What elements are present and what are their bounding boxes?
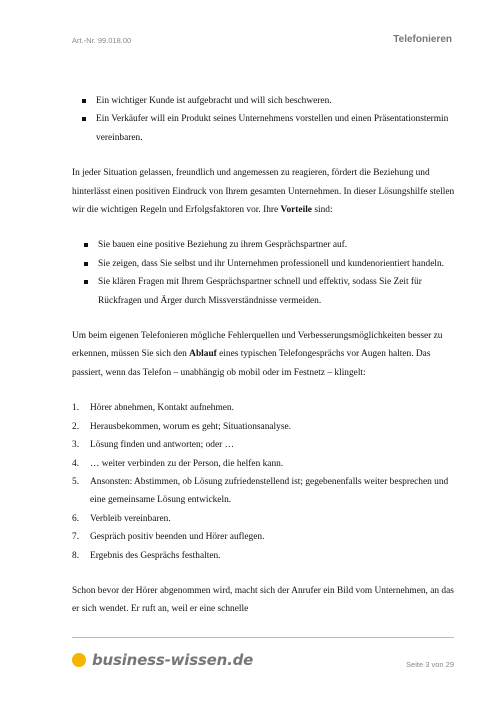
list-item: 8. Ergebnis des Gesprächs festhalten. xyxy=(72,550,221,561)
list-item: 4. … weiter verbinden zu der Person, die helfen kann. xyxy=(72,458,284,469)
brand-logo xyxy=(72,650,253,670)
list-item: Sie bauen eine positive Beziehung zu ihrem Gesprächspartner auf. xyxy=(83,236,457,254)
list-item: Sie zeigen, dass Sie selbst und ihr Unternehmen professionell und kundenorientiert handeln. xyxy=(83,255,457,273)
situation-list xyxy=(81,92,457,147)
list-item: 7. Gespräch positiv beenden und Hörer auflegen. xyxy=(72,532,265,543)
advantages-list xyxy=(83,236,457,310)
document-title: Telefonieren xyxy=(393,34,452,45)
list-item: 1. Hörer abnehmen, Kontakt aufnehmen. xyxy=(72,403,234,414)
intro-paragraph: In jeder Situation gelassen, freundlich und angemessen zu reagieren, fördert die Beziehung und hinterlässt einen positiven Eindruck von Ihrem gesamten Unternehmen. In dieser Lösungshilfe stellen wir die wichtigen Regeln und Erfolgsfaktoren vor. Ihre Vorteile sind: xyxy=(72,168,455,216)
page-number: Seite 3 von 29 xyxy=(406,660,454,669)
process-intro-paragraph: Um beim eigenen Telefonieren mögliche Fehlerquellen und Verbesserungsmöglichkeiten besser zu erkennen, müssen Sie sich den Ablauf eines typischen Telefongesprächs vor Augen halten. Das passiert, wenn das Telefon – unabhängig ob mobil oder im Festnetz – klingelt: xyxy=(72,331,443,378)
page-content xyxy=(72,92,457,619)
bold-term: Vorteile xyxy=(280,205,312,216)
list-item: Sie klären Fragen mit Ihrem Gesprächspartner schnell und effektiv, sodass Sie Zeit für Rückfragen und Ärger durch Missverständnisse vermeiden. xyxy=(83,273,457,310)
list-item: 3. Lösung finden und antworten; oder … xyxy=(72,440,234,451)
bold-term: Ablauf xyxy=(189,349,217,360)
closing-paragraph: Schon bevor der Hörer abgenommen wird, macht sich der Anrufer ein Bild vom Unternehmen, an das er sich wendet. Er ruft an, weil er eine schnelle xyxy=(72,585,454,615)
list-item: 6. Verbleib vereinbaren. xyxy=(72,513,171,524)
steps-list xyxy=(72,399,457,565)
logo-dot-icon xyxy=(72,653,86,667)
page-header xyxy=(72,34,452,48)
logo-text: business-wissen.de xyxy=(92,651,254,669)
list-item: Ein wichtiger Kunde ist aufgebracht und will sich beschweren. xyxy=(81,92,457,110)
article-number: Art.-Nr. 99.018.00 xyxy=(72,36,132,45)
footer-divider xyxy=(72,637,454,638)
list-item: 5. Ansonsten: Abstimmen, ob Lösung zufriedenstellend ist; gegebenenfalls weiter besprechen und eine gemeinsame Lösung entwickeln. xyxy=(72,476,449,506)
list-item: Ein Verkäufer will ein Produkt seines Unternehmens vorstellen und einen Präsentationstermin vereinbaren. xyxy=(81,110,457,147)
list-item: 2. Herausbekommen, worum es geht; Situationsanalyse. xyxy=(72,421,291,432)
